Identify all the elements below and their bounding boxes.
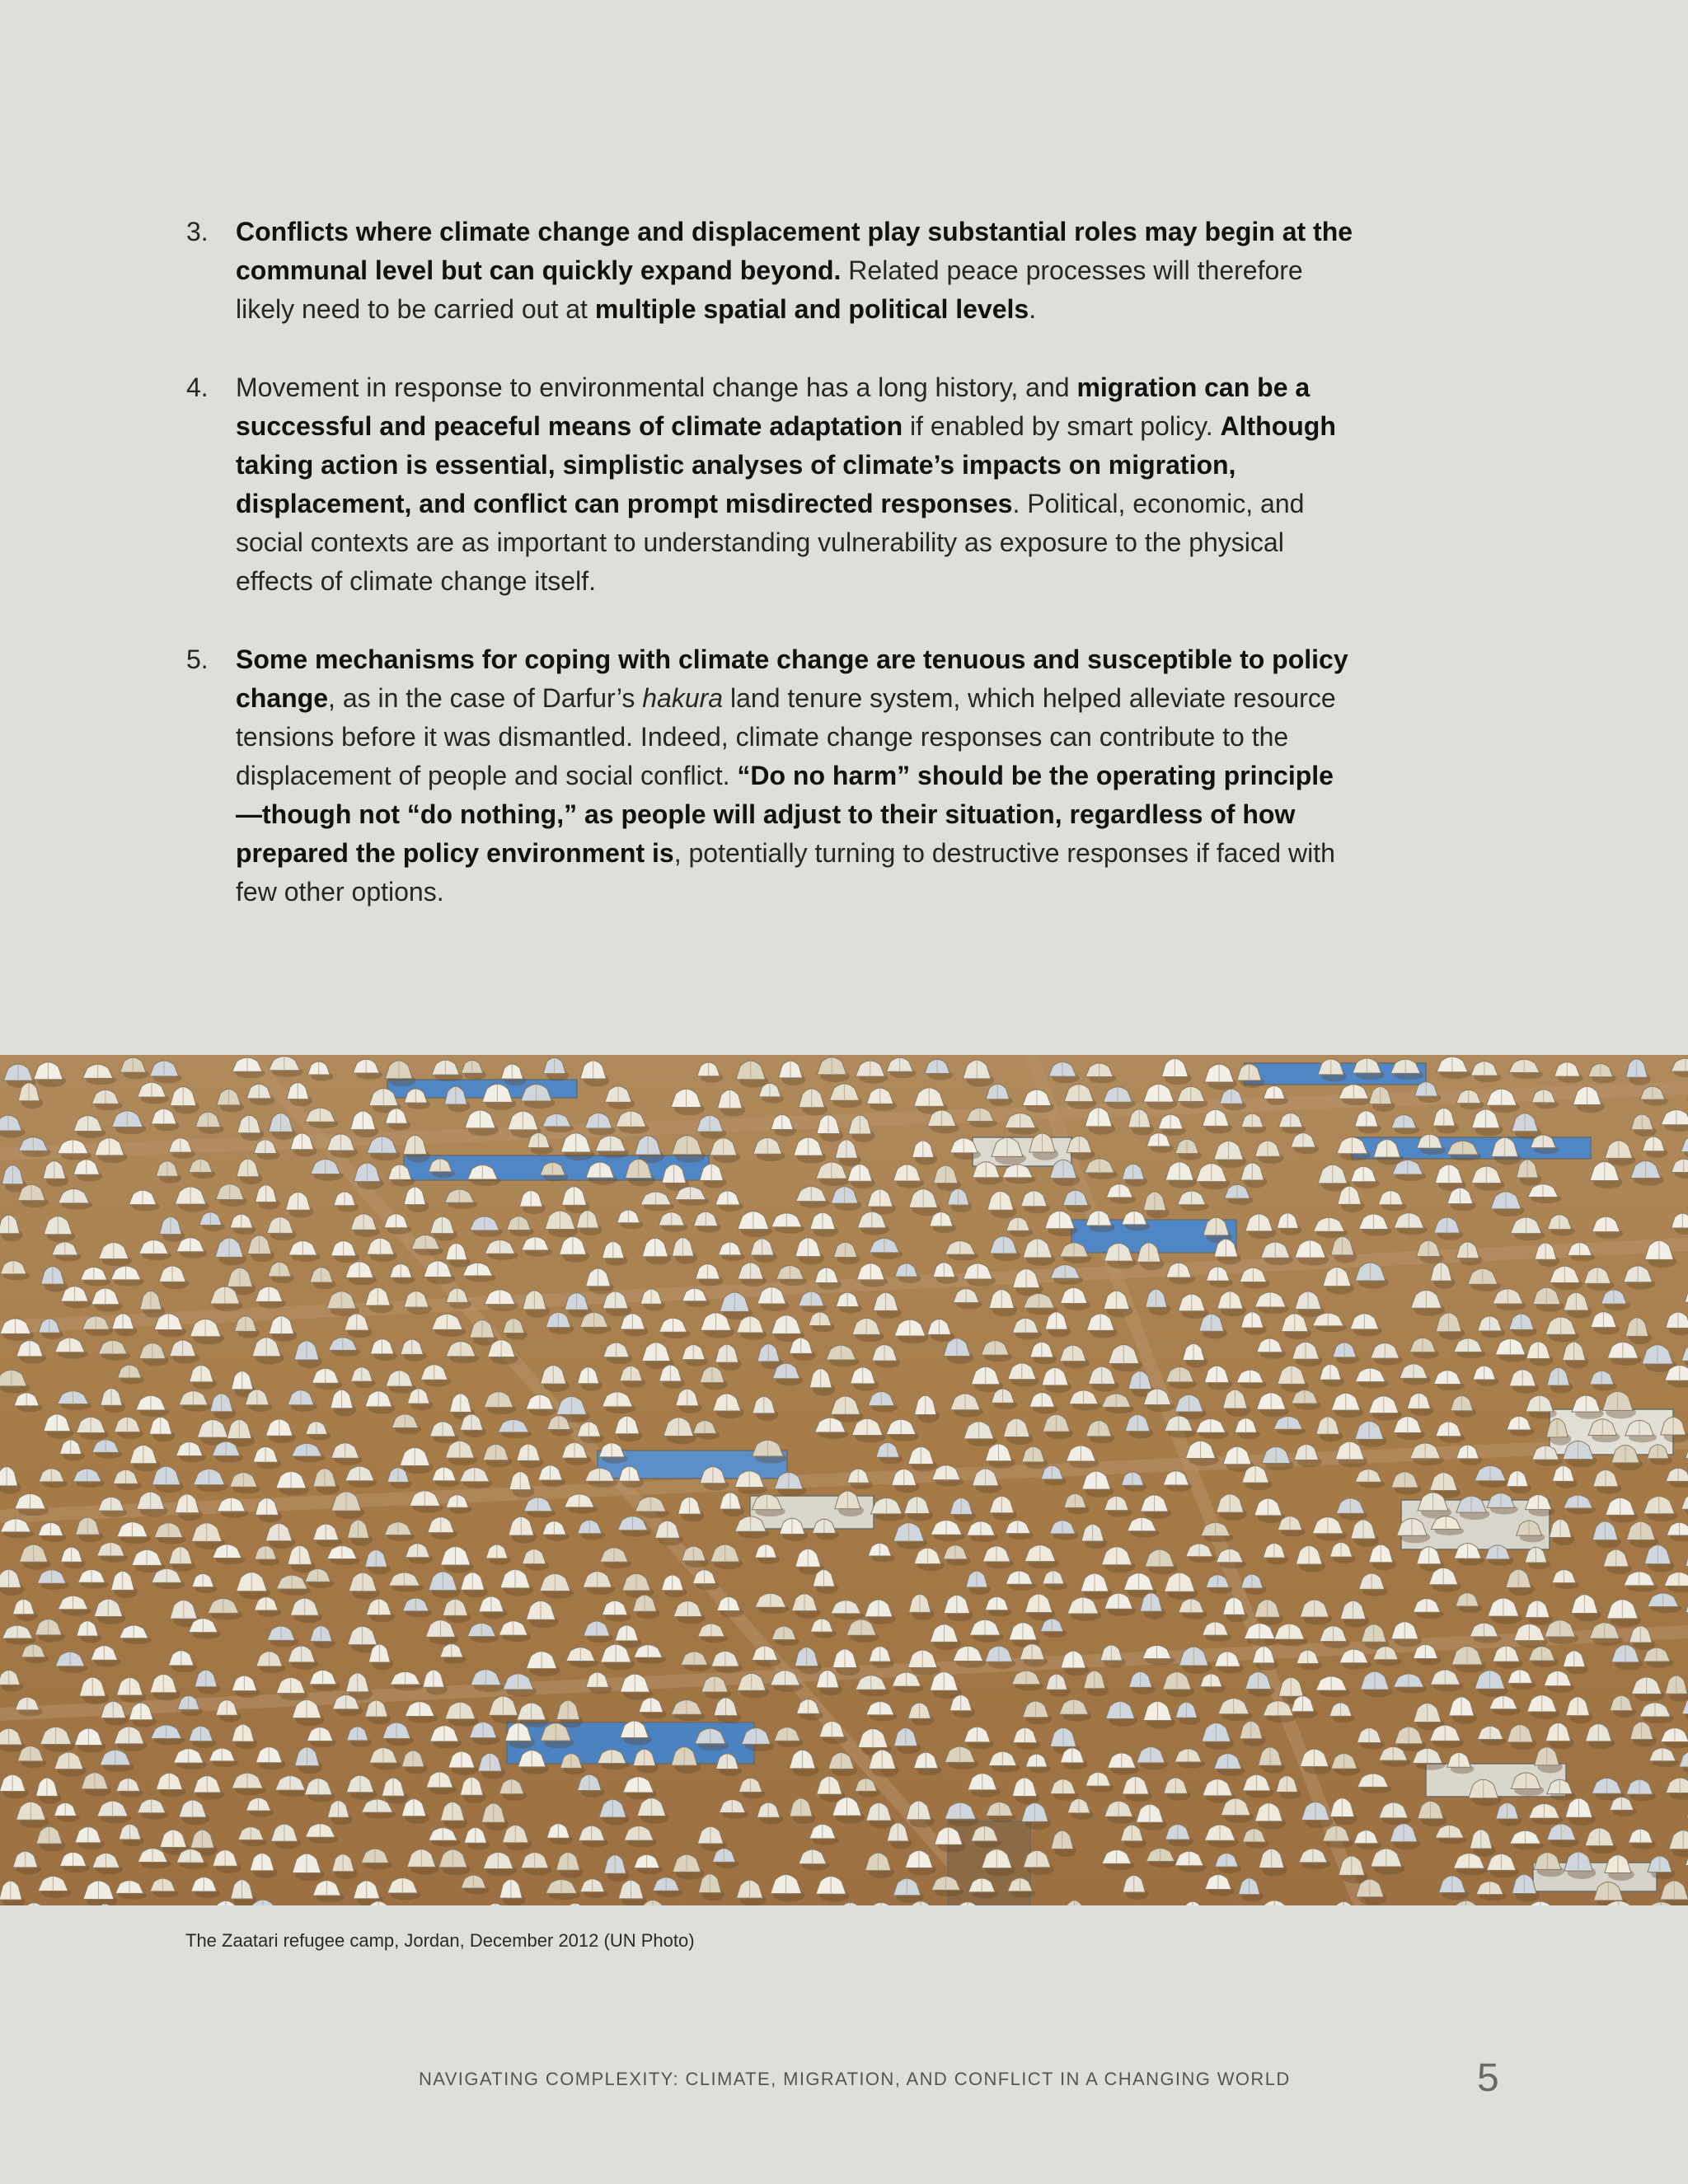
item-number: 3. xyxy=(186,217,209,246)
photo-caption: The Zaatari refugee camp, Jordan, December 2012 (UN Photo) xyxy=(185,1930,695,1951)
list-item xyxy=(183,213,1353,329)
camp-illustration xyxy=(0,1055,1688,1905)
list-item xyxy=(183,640,1353,912)
item-number: 5. xyxy=(186,644,209,674)
page-number: 5 xyxy=(1477,2056,1499,2100)
running-title: NAVIGATING COMPLEXITY: CLIMATE, MIGRATION, AND CONFLICT IN A CHANGING WORLD xyxy=(419,2069,1291,2089)
page-footer xyxy=(0,2056,1688,2100)
refugee-camp-photo xyxy=(0,1055,1688,1905)
item-text: Some mechanisms for coping with climate change are tenuous and susceptible to policy change, as in the case of Darfur’s hakura land tenure system, which helped alleviate resource tensions before it was dismantled. Indeed, climate change responses can contribute to the displacement of people and social conflict. “Do no harm” should be the operating principle—though not “do nothing,” as people will adjust to their situation, regardless of how prepared the policy environment is, potentially turning to destructive responses if faced with few other options. xyxy=(236,644,1348,907)
item-text: Movement in response to environmental change has a long history, and migration can be a successful and peaceful means of climate adaptation if enabled by smart policy. Although taking action is essential, simplistic analyses of climate’s impacts on migration, displacement, and conflict can prompt misdirected responses. Political, economic, and social contexts are as important to understanding vulnerability as exposure to the physical effects of climate change itself. xyxy=(236,373,1336,596)
list-item xyxy=(183,368,1353,601)
numbered-list xyxy=(183,213,1353,951)
item-text: Conflicts where climate change and displacement play substantial roles may begin at the communal level but can quickly expand beyond. Related peace processes will therefore likely need to be carried out at multiple spatial and political levels. xyxy=(236,217,1353,324)
item-number: 4. xyxy=(186,373,209,402)
